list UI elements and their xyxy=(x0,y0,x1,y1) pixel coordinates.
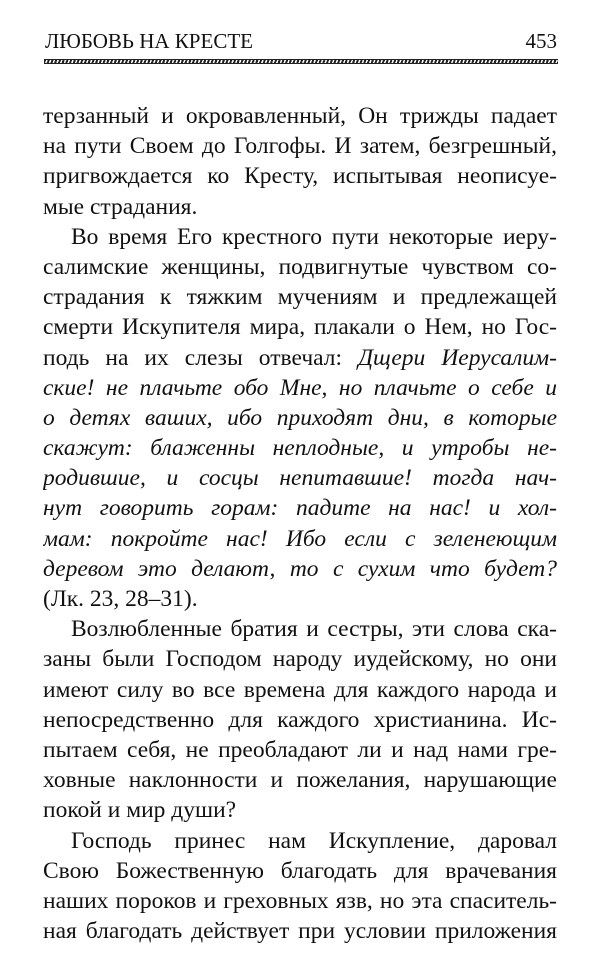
page-number: 453 xyxy=(525,29,557,53)
text-line xyxy=(43,252,557,282)
paragraph xyxy=(43,222,557,614)
text-line xyxy=(43,493,557,523)
italic-quote-text: родившие, и сосцы непитавшие! тогда нач- xyxy=(43,465,557,492)
text-line xyxy=(43,554,557,584)
text-segment: пригвождается ко Кресту, испытывая неописуе- xyxy=(43,163,557,190)
text-line xyxy=(43,765,557,795)
text-segment: подь на их слезы отвечал: xyxy=(43,344,359,371)
text-line xyxy=(43,161,557,191)
text-line xyxy=(43,312,557,342)
running-title: ЛЮБОВЬ НА КРЕСТЕ xyxy=(45,29,253,53)
text-segment: на пути Своем до Голгофы. И затем, безгрешный, xyxy=(43,133,557,160)
text-line xyxy=(43,463,557,493)
text-segment: заны были Господом народу иудейскому, но они xyxy=(43,646,557,673)
italic-quote-text: скажут: блаженны неплодные, и утробы не- xyxy=(43,435,557,462)
running-header xyxy=(45,28,557,54)
text-line xyxy=(43,222,557,252)
text-segment: страдания к тяжким мучениям и предлежащей xyxy=(43,284,557,311)
text-line xyxy=(43,192,557,222)
text-segment: покой и мир души? xyxy=(43,797,237,824)
text-line xyxy=(43,524,557,554)
text-line xyxy=(43,644,557,674)
text-segment: (Лк. 23, 28–31). xyxy=(43,586,198,612)
text-segment: пытаем себя, не преобладают ли и над нами гре- xyxy=(43,736,557,763)
text-segment: Во время Его крестного пути некоторые иеру- xyxy=(71,223,557,250)
text-segment: терзанный и окровавленный, Он трижды падает xyxy=(43,103,557,129)
text-line xyxy=(43,403,557,433)
text-line xyxy=(43,675,557,705)
text-line xyxy=(43,343,557,373)
text-line xyxy=(43,795,557,825)
italic-quote-text: деревом это делают, то с сухим что будет? xyxy=(43,555,557,582)
text-segment: салимские женщины, подвигнутые чувством со- xyxy=(43,253,557,280)
italic-quote-text: нут говорить горам: падите на нас! и хол- xyxy=(43,495,557,522)
text-line xyxy=(43,705,557,735)
text-segment: наших пороков и греховных язв, но эта спаситель- xyxy=(43,887,557,914)
text-line xyxy=(43,101,557,131)
text-line xyxy=(43,614,557,644)
paragraph xyxy=(43,614,557,825)
text-line xyxy=(43,131,557,161)
text-segment: ная благодать действует при условии приложения xyxy=(43,918,557,945)
page-body xyxy=(43,101,557,946)
text-segment: имеют силу во все времена для каждого народа и xyxy=(43,676,557,703)
text-line xyxy=(43,856,557,886)
rope-divider xyxy=(44,59,558,64)
text-segment: смерти Искупителя мира, плакали о Нем, но Гос- xyxy=(43,314,557,341)
text-segment: мые страдания. xyxy=(43,193,198,220)
text-segment: непосредственно для каждого христианина. Ис- xyxy=(43,706,557,733)
text-line xyxy=(43,373,557,403)
text-line xyxy=(43,735,557,765)
text-line xyxy=(43,916,557,946)
text-segment: Господь принес нам Искупление, даровал xyxy=(71,827,557,854)
text-segment: ховные наклонности и пожелания, нарушающие xyxy=(43,767,557,794)
italic-quote-text: мам: покройте нас! Ибо если с зеленеющим xyxy=(43,525,557,552)
italic-quote-text: о детях ваших, ибо приходят дни, в которые xyxy=(43,404,557,431)
text-line xyxy=(43,584,557,614)
paragraph xyxy=(43,101,557,222)
text-segment: Свою Божественную благодать для врачевания xyxy=(43,857,557,884)
text-line xyxy=(43,282,557,312)
text-line xyxy=(43,826,557,856)
text-line xyxy=(43,433,557,463)
italic-quote-text: ские! не плачьте обо Мне, но плачьте о себе и xyxy=(43,374,557,401)
italic-quote-text: Дщери Иерусалим- xyxy=(358,344,557,371)
text-line xyxy=(43,886,557,916)
paragraph xyxy=(43,826,557,947)
text-segment: Возлюбленные братия и сестры, эти слова ска- xyxy=(71,616,557,643)
